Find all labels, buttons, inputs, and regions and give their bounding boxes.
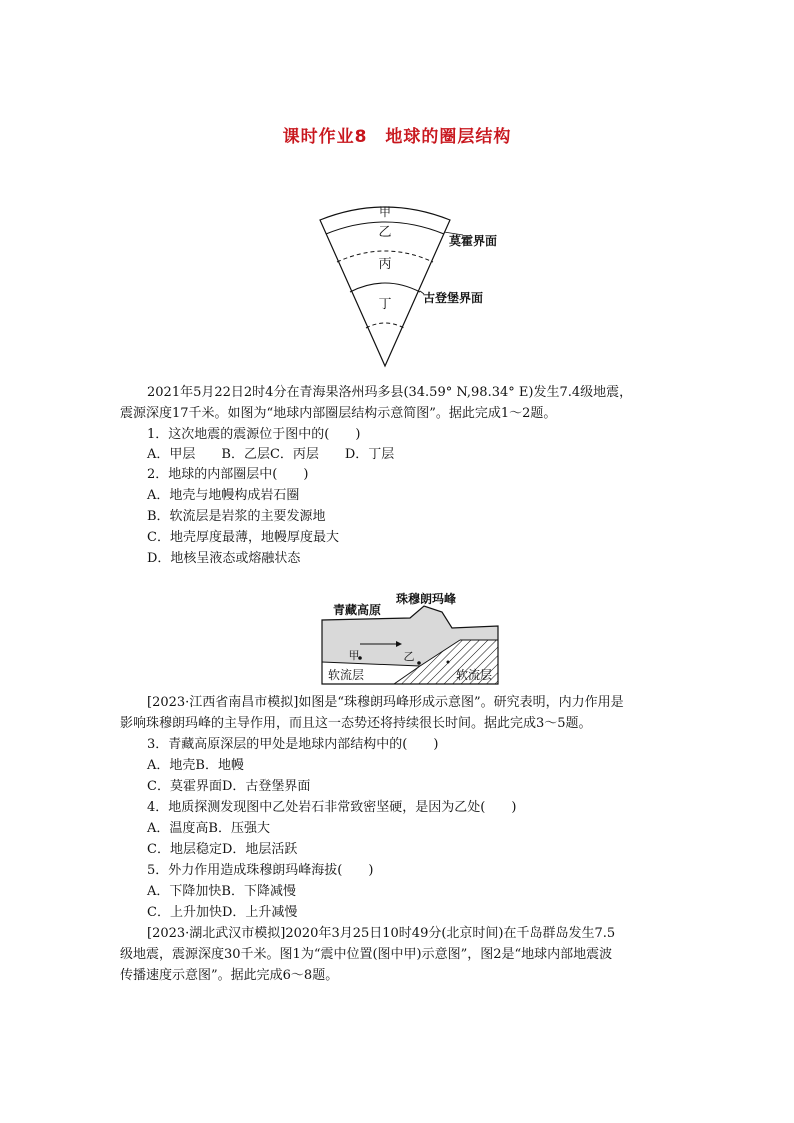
question-1-options: A．甲层 B．乙层C．丙层 D．丁层: [147, 447, 395, 462]
question-3: 3．青藏高原深层的甲处是地球内部结构中的( ): [147, 737, 439, 752]
gutenberg-label: 古登堡界面: [423, 291, 484, 305]
option-line: C．上升加快D．上升减慢: [147, 905, 298, 920]
text-line: 传播速度示意图”。据此完成6～8题。: [120, 968, 339, 983]
question-2: 2．地球的内部圈层中( ): [147, 467, 309, 482]
earth-layers-diagram: [300, 198, 510, 373]
layer-jia-label: 甲: [378, 205, 392, 219]
option-c: C．地壳厚度最薄，地幔厚度最大: [147, 530, 339, 545]
point-jia-label: 甲: [348, 649, 360, 662]
option-a: A．地壳与地幔构成岩石圈: [147, 488, 300, 503]
text-line: 影响珠穆朗玛峰的主导作用，而且这一态势还将持续很长时间。据此完成3～5题。: [120, 716, 592, 731]
asthenosphere-left-label: 软流层: [328, 668, 365, 682]
point-yi-label: 乙: [403, 650, 415, 663]
everest-formation-diagram: [320, 604, 502, 686]
layer-bing-label: 丙: [378, 257, 392, 272]
question-4: 4．地质探测发现图中乙处岩石非常致密坚硬，是因为乙处( ): [147, 800, 517, 815]
text-line: 级地震，震源深度30千米。图1为“震中位置(图中甲)示意图”，图2是“地球内部地震波: [120, 947, 613, 962]
text-line: 震源深度17千米。如图为“地球内部圈层结构示意简图”。据此完成1～2题。: [120, 406, 557, 421]
asthenosphere-right-label: 软流层: [456, 668, 493, 682]
text-line: [2023·江西省南昌市模拟]如图是“珠穆朗玛峰形成示意图”。研究表明，内力作用是: [147, 695, 624, 710]
question-5: 5．外力作用造成珠穆朗玛峰海拔( ): [147, 863, 374, 878]
moho-label: 莫霍界面: [449, 234, 498, 248]
text-line: 2021年5月22日2时4分在青海果洛州玛多县(34.59° N,98.34° E)发生7.4级地震，: [147, 385, 633, 400]
text-line: [2023·湖北武汉市模拟]2020年3月25日10时49分(北京时间)在千岛群岛发生7.5: [147, 926, 616, 941]
option-b: B．软流层是岩浆的主要发源地: [147, 509, 326, 524]
layer-ding-label: 丁: [378, 297, 392, 312]
option-line: C．莫霍界面D．古登堡界面: [147, 779, 311, 794]
plateau-label: 青藏高原: [333, 603, 382, 617]
option-d: D．地核呈液态或熔融状态: [147, 551, 301, 566]
option-line: A．温度高B．压强大: [147, 821, 270, 836]
layer-yi-label: 乙: [378, 225, 392, 240]
page-title: 课时作业8 地球的圈层结构: [282, 127, 512, 147]
option-line: C．地层稳定D．地层活跃: [147, 842, 298, 857]
option-line: A．下降加快B．下降减慢: [147, 884, 296, 899]
peak-label: 珠穆朗玛峰: [396, 592, 457, 606]
option-line: A．地壳B．地幔: [147, 758, 244, 773]
question-1: 1．这次地震的震源位于图中的( ): [147, 427, 361, 442]
